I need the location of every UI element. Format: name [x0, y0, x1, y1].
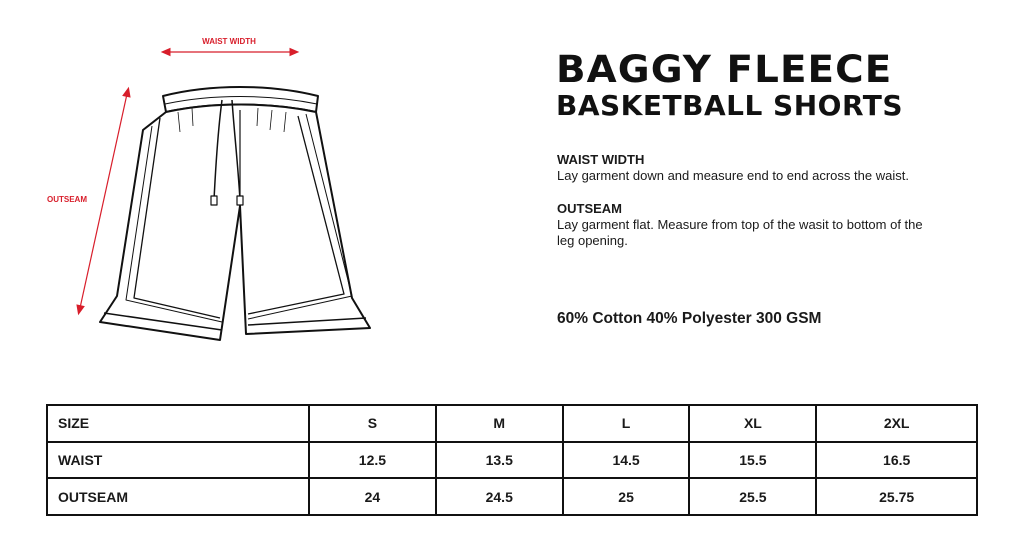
title-line-1: BAGGY FLEECE: [556, 48, 893, 91]
header-s: S: [309, 405, 436, 442]
row-label-outseam: OUTSEAM: [47, 478, 309, 515]
header-size: SIZE: [47, 405, 309, 442]
outseam-text: Lay garment flat. Measure from top of the wasit to bottom of the leg opening.: [557, 217, 923, 248]
fabric-composition: 60% Cotton 40% Polyester 300 GSM: [557, 310, 822, 327]
header-m: M: [436, 405, 563, 442]
shorts-outline: [100, 87, 370, 340]
table-cell: 24: [309, 478, 436, 515]
title-line-2: BASKETBALL SHORTS: [556, 89, 904, 122]
table-row: [47, 442, 977, 479]
outseam-instructions: [557, 201, 927, 249]
table-cell: 24.5: [436, 478, 563, 515]
table-header-row: [47, 405, 977, 442]
waist-heading: WAIST WIDTH: [557, 152, 645, 167]
table-row: [47, 478, 977, 515]
waist-width-label: WAIST WIDTH: [202, 37, 256, 46]
outseam-label: OUTSEAM: [47, 195, 87, 204]
table-cell: 25: [563, 478, 690, 515]
table-cell: 25.5: [689, 478, 816, 515]
header-l: L: [563, 405, 690, 442]
shorts-diagram: [0, 0, 420, 370]
table-cell: 25.75: [816, 478, 977, 515]
waist-width-arrow: [162, 49, 298, 56]
outseam-heading: OUTSEAM: [557, 201, 622, 216]
header-xl: XL: [689, 405, 816, 442]
table-cell: 14.5: [563, 442, 690, 479]
size-chart-table: [46, 404, 978, 516]
row-label-waist: WAIST: [47, 442, 309, 479]
table-cell: 16.5: [816, 442, 977, 479]
waist-text: Lay garment down and measure end to end across the waist.: [557, 168, 909, 183]
table-cell: 12.5: [309, 442, 436, 479]
table-cell: 15.5: [689, 442, 816, 479]
product-title: [556, 50, 903, 122]
table-cell: 13.5: [436, 442, 563, 479]
waist-instructions: [557, 152, 977, 184]
header-2xl: 2XL: [816, 405, 977, 442]
